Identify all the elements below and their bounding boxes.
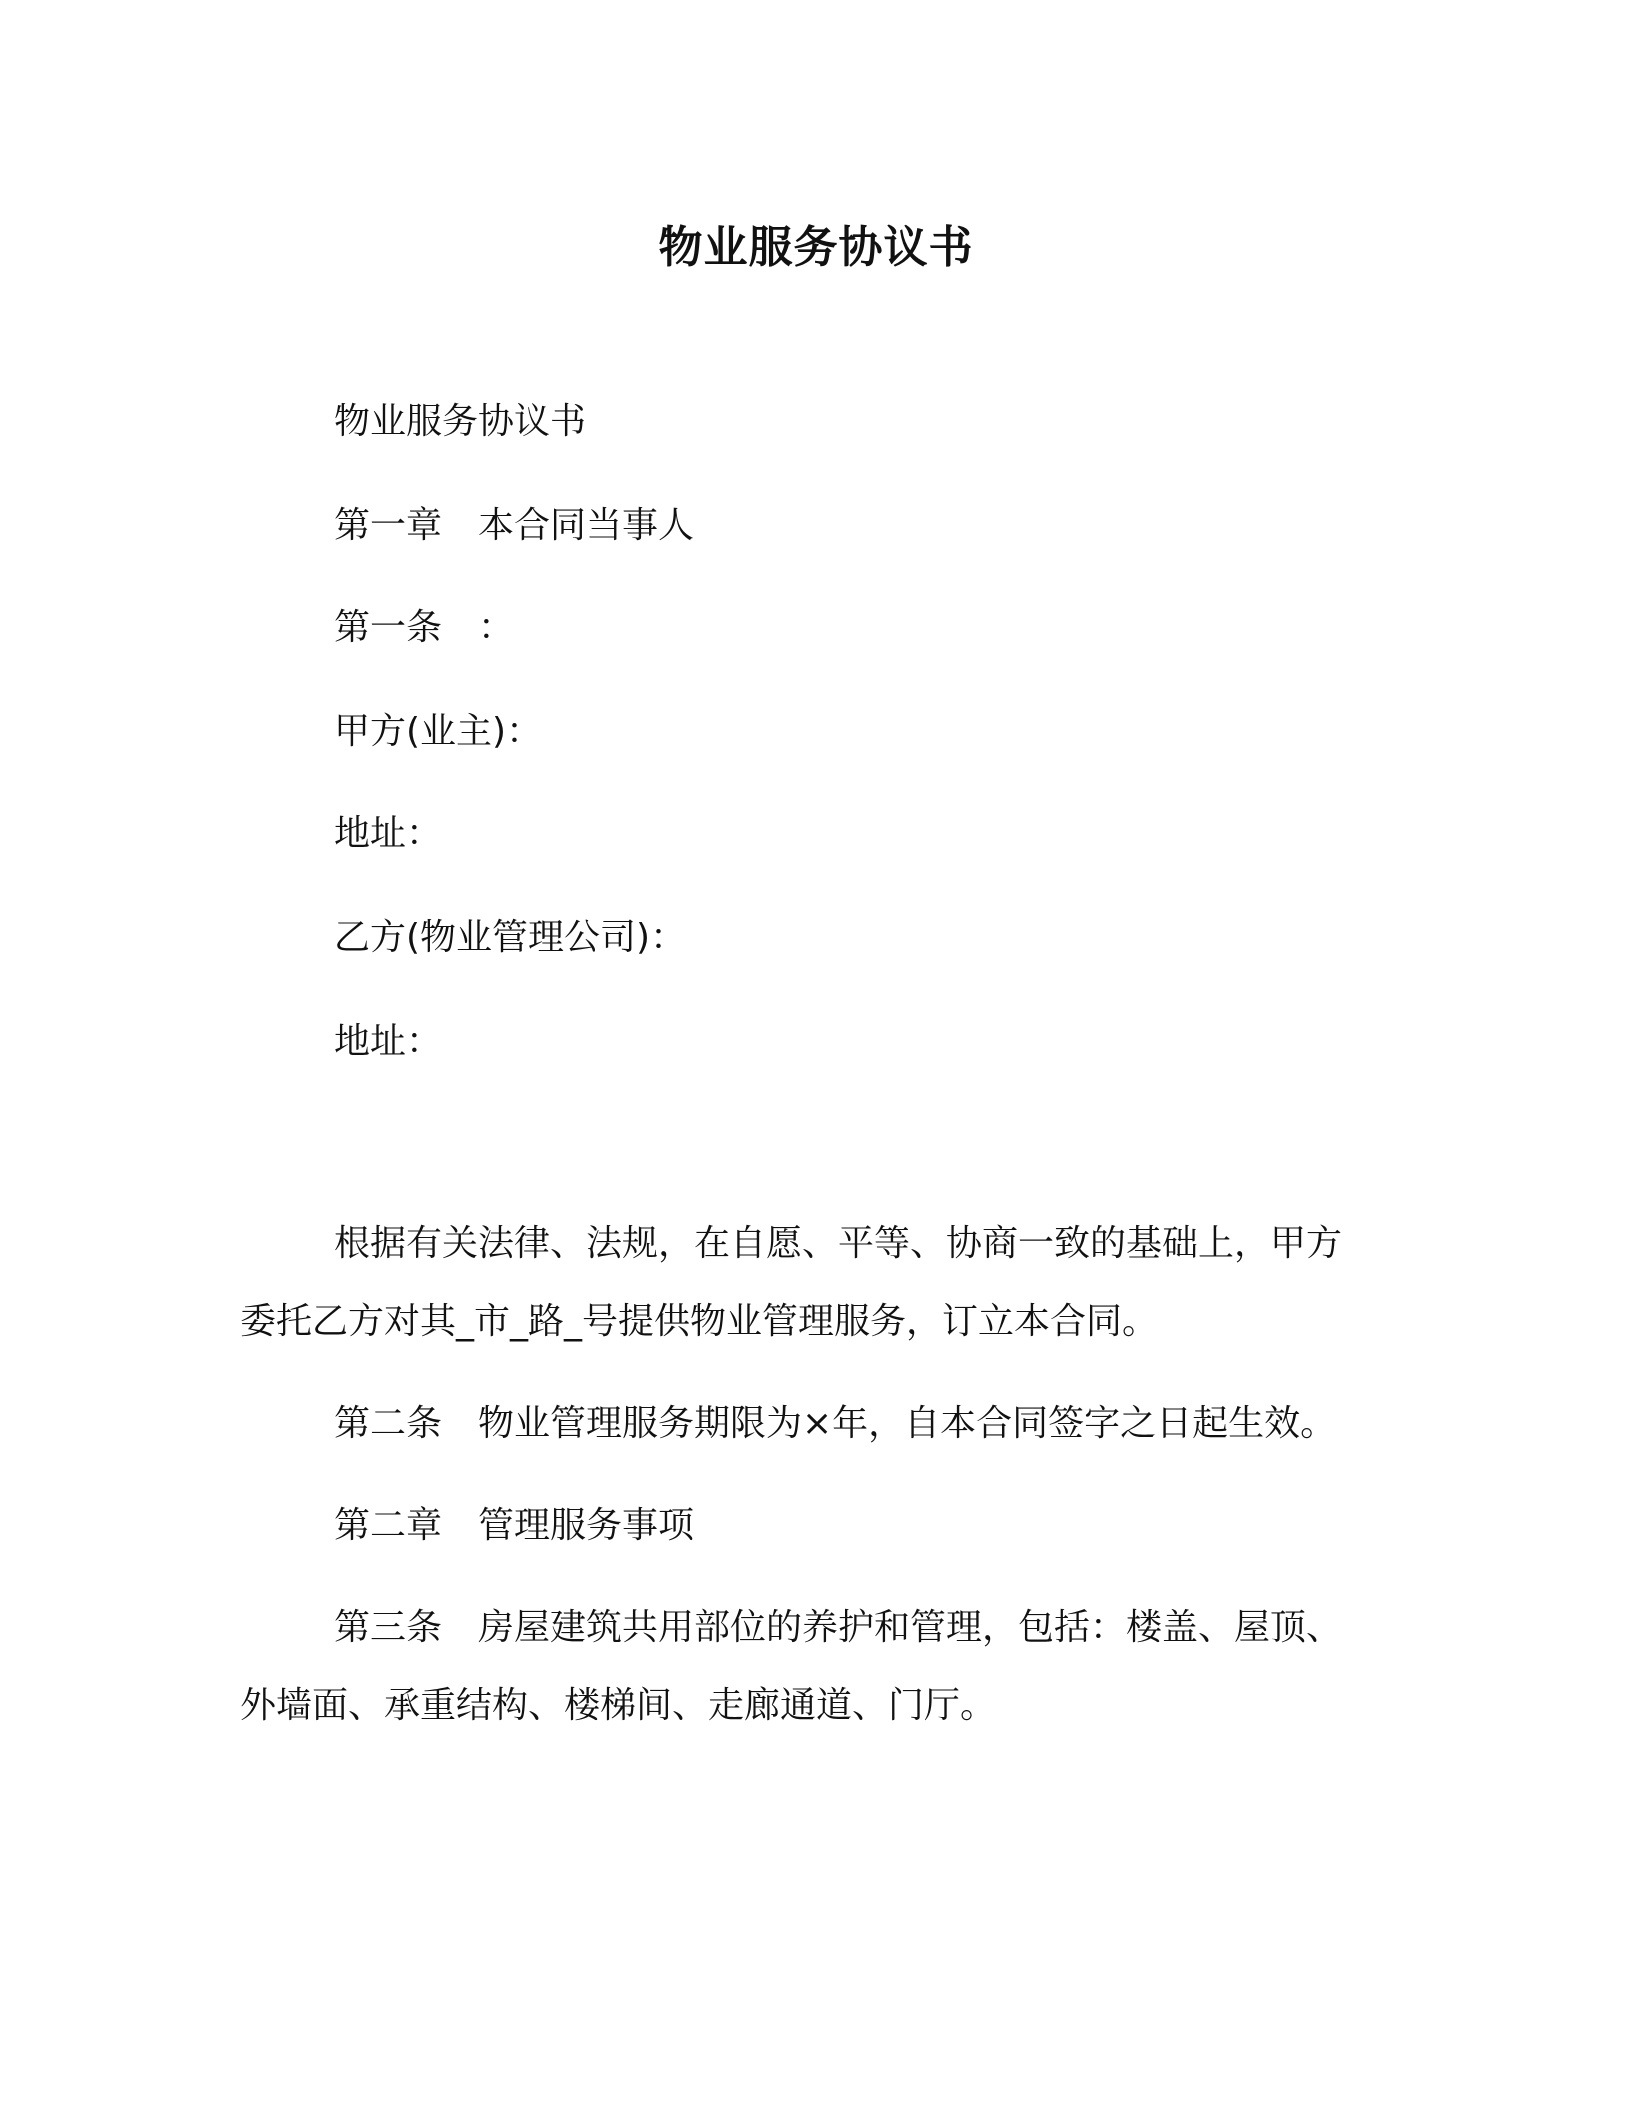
party-b-address-line: 地址： [334,1021,443,1062]
chapter-2-heading: 第二章 管理服务事项 [334,1505,695,1546]
intro-paragraph-line-2: 委托乙方对其_市_路_号提供物业管理服务，订立本合同。 [240,1301,1159,1342]
article-1-heading: 第一条 ： [334,607,515,648]
subtitle-line: 物业服务协议书 [334,401,587,442]
party-a-line: 甲方(业主)： [334,711,543,752]
article-3-line-1: 第三条 房屋建筑共用部位的养护和管理，包括：楼盖、屋顶、 [334,1607,1343,1648]
intro-paragraph-line-1: 根据有关法律、法规，在自愿、平等、协商一致的基础上，甲方 [334,1223,1343,1264]
article-2-line: 第二条 物业管理服务期限为×年，自本合同签字之日起生效。 [334,1403,1337,1444]
party-b-line: 乙方(物业管理公司)： [334,917,687,958]
party-a-address-line: 地址： [334,813,443,854]
document-title: 物业服务协议书 [658,222,974,273]
article-3-line-2: 外墙面、承重结构、楼梯间、走廊通道、门厅。 [240,1685,997,1726]
chapter-1-heading: 第一章 本合同当事人 [334,505,695,546]
